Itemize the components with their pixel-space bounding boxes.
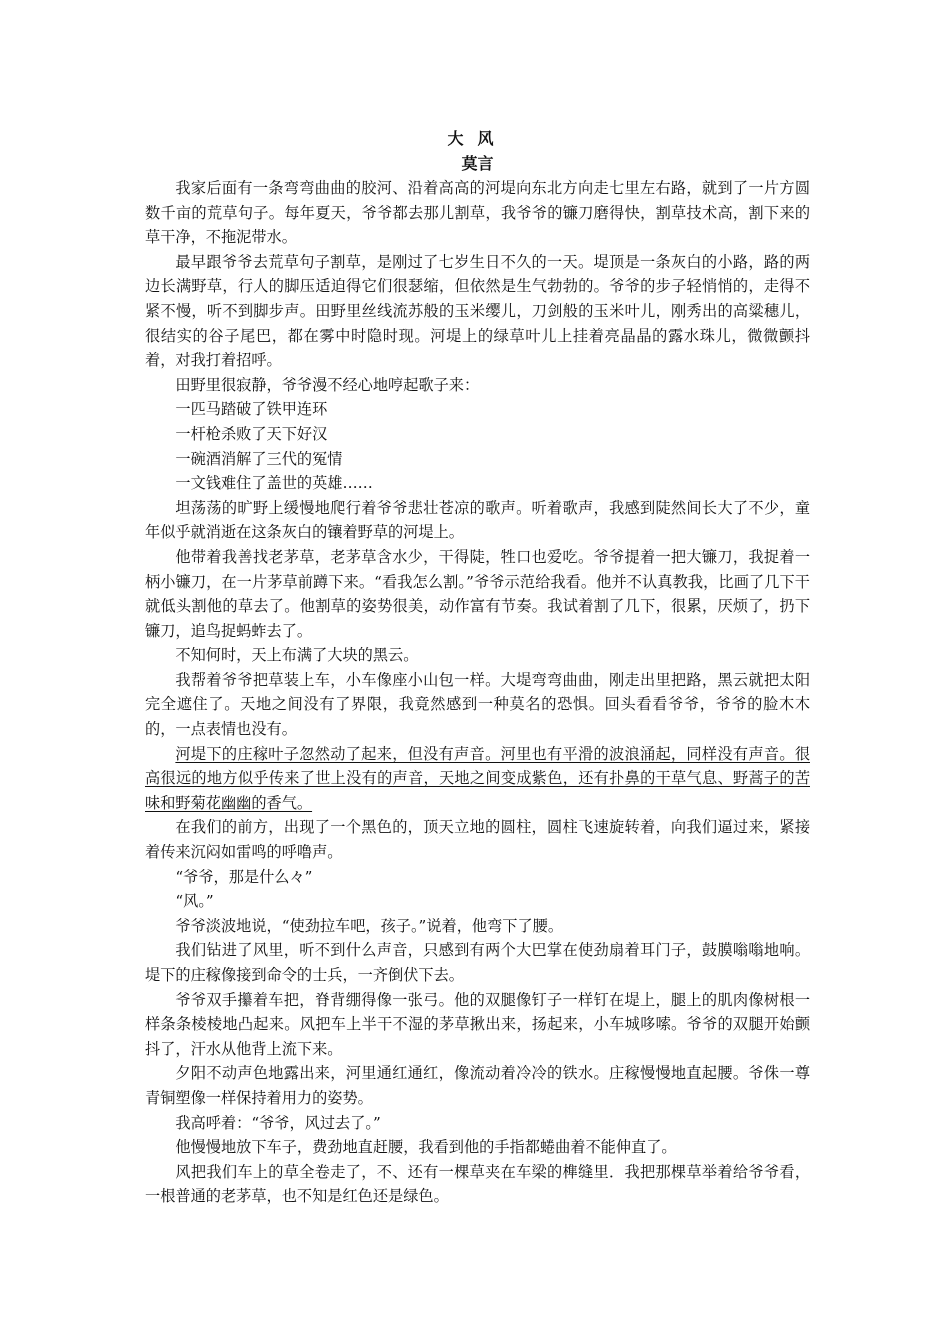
- paragraph: 我帮着爷爷把草装上车，小车像座小山包一样。大堤弯弯曲曲，刚走出里把路，黑云就把太阳完全遮住了。天地之间没有了界限，我竟然感到一种莫名的恐惧。回头看看爷爷，爷爷的脸木木的，一点表情也没有。: [145, 670, 810, 739]
- paragraph: 不知何时，天上布满了大块的黑云。: [175, 646, 419, 665]
- paragraph: 我们钻进了风里，听不到什么声音，只感到有两个大巴掌在使劲扇着耳门子，鼓膜嗡嗡地响。堤下的庄稼像接到命令的士兵，一齐倒伏下去。: [145, 941, 810, 984]
- paragraph: 在我们的前方，出现了一个黑色的，顶天立地的圆柱，圆柱飞速旋转着，向我们逼过来，紧接着传来沉闷如雷鸣的呼噜声。: [145, 818, 810, 862]
- dialogue-line: “风。”: [175, 892, 214, 911]
- paragraph: 他带着我善找老茅草，老茅草含水少，干得陡，牲口也爱吃。爷爷提着一把大镰刀，我捉着一柄小镰刀，在一片茅草前蹲下来。“看我怎么割。”爷爷示范给我看。他并不认真教我，比画了几下干就低头割他的草去了。他割草的姿势很美，动作富有节奏。我试着割了几下，很累，厌烦了，扔下镰刀，追鸟捉蚂蚱去了。: [145, 547, 810, 640]
- dialogue-line: 我高呼着：“爷爷，风过去了。”: [175, 1113, 381, 1132]
- underlined-paragraph: 河堤下的庄稼叶子忽然动了起来，但没有声音。河里也有平滑的波浪涌起，同样没有声音。很高很远的地方似乎传来了世上没有的声音，天地之间变成紫色，还有扑鼻的干草气息、野蒿子的苦味和野菊花幽幽的香气。: [145, 744, 810, 812]
- song-line: 一文钱难住了盖世的英雄……: [175, 474, 373, 493]
- paragraph: 他慢慢地放下车子，费劲地直赶腰，我看到他的手指都蜷曲着不能伸直了。: [175, 1138, 677, 1157]
- song-line: 一杆枪杀败了天下好汉: [175, 424, 328, 443]
- paragraph: 夕阳不动声色地露出来，河里通红通红，像流动着冷冷的铁水。庄稼慢慢地直起腰。爷侏一尊青铜塑像一样保持着用力的姿势。: [145, 1064, 810, 1107]
- paragraph: 我家后面有一条弯弯曲曲的胶河、沿着高高的河堤向东北方向走七里左右路，就到了一片方圆数千亩的荒草句子。每年夏天，爷爷都去那儿割草，我爷爷的镰刀磨得快，割草技术高，割下来的草干净，不拖泥带水。: [145, 179, 810, 247]
- article-title: 大风: [447, 129, 508, 148]
- dialogue-line: “爷爷，那是什么々”: [175, 867, 313, 886]
- paragraph: 风把我们车上的草全卷走了，不、还有一棵草夹在车梁的榫缝里．我把那棵草举着给爷爷看，一根普通的老茅草，也不知是红色还是绿色。: [145, 1162, 810, 1206]
- song-line: 一匹马踏破了铁甲连环: [175, 400, 328, 419]
- document-page: [145, 118, 810, 1209]
- song-line: 一碗酒消解了三代的冤情: [175, 449, 343, 468]
- paragraph: 爷爷双手攥着车把，脊背绷得像一张弓。他的双腿像钉子一样钉在堤上，腿上的肌肉像树根一样条条棱棱地凸起来。风把车上半干不湿的茅草揪出来，扬起来，小车城哆嗦。爷爷的双腿开始颤抖了，汗水从他背上流下来。: [145, 990, 810, 1058]
- paragraph: 坦荡荡的旷野上缓慢地爬行着爷爷悲壮苍凉的歌声。听着歌声，我感到陡然间长大了不少，童年似乎就消逝在这条灰白的镶着野草的河堤上。: [145, 498, 810, 542]
- author-name: 莫言: [461, 154, 494, 173]
- paragraph: 田野里很寂静，爷爷漫不经心地哼起歌子来：: [175, 375, 480, 394]
- paragraph: 最早跟爷爷去荒草句子割草，是刚过了七岁生日不久的一天。堤顶是一条灰白的小路，路的两边长满野草，行人的脚压适迫得它们很瑟缩，但依然是生气勃勃的。爷爷的步子轻悄悄的，走得不紧不慢，听不到脚步声。田野里丝线流苏般的玉米缨儿，刀剑般的玉米叶儿，刚秀出的高粱穗儿，很结实的谷子尾巴，都在雾中时隐时现。河堤上的绿草叶儿上挂着亮晶晶的露水珠儿，微微颤抖着，对我打着招呼。: [145, 252, 810, 370]
- paragraph: 爷爷淡波地说，“使劲拉车吧，孩子。”说着，他弯下了腰。: [175, 916, 564, 935]
